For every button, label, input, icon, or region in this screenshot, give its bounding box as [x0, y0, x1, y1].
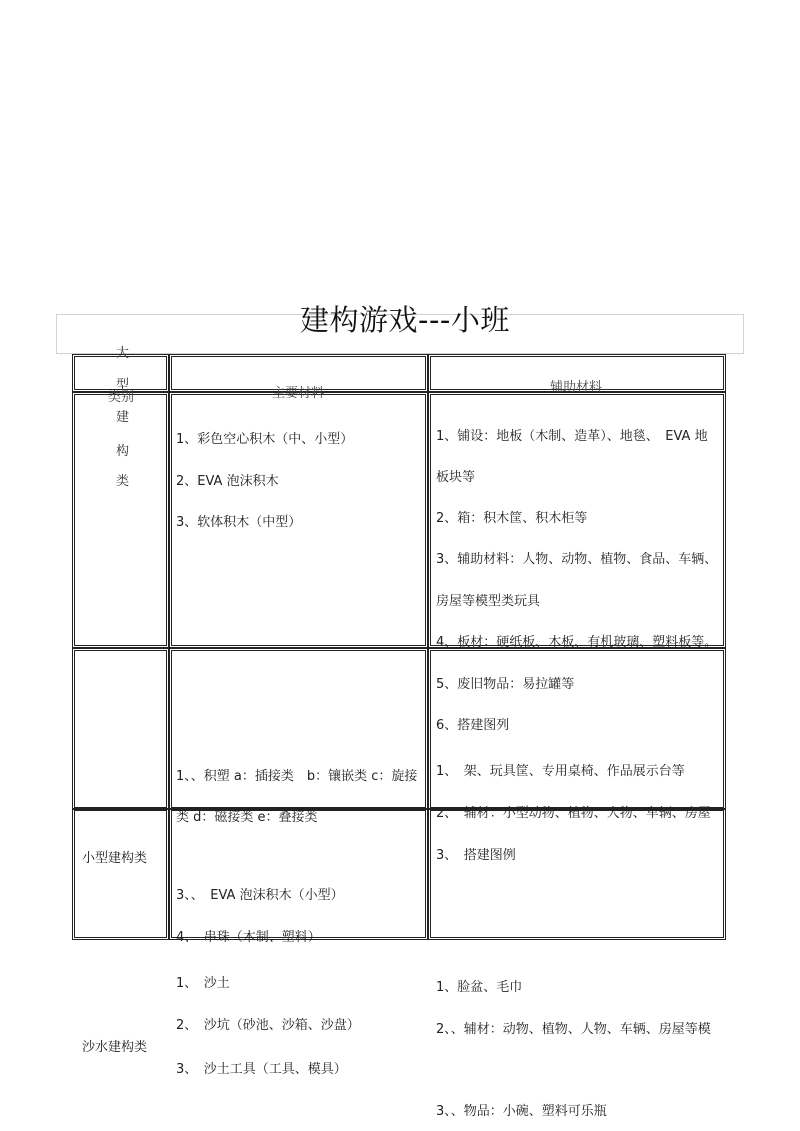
mid-category-cell — [72, 648, 169, 810]
large-main-item: 2、EVA 泡沫积木 — [176, 474, 279, 489]
small-main-cell — [169, 808, 428, 940]
large-main-item: 1、彩色空心积木（中、小型） — [176, 432, 354, 447]
header-category-label: 类别 — [108, 390, 135, 405]
sand-aux-item: 3、、物品：小碗、塑料可乐瓶 — [436, 1104, 607, 1119]
large-category-cell — [72, 392, 169, 648]
sand-main-item: 2、 沙坑（砂池、沙箱、沙盘） — [176, 1018, 360, 1033]
large-aux-item: 1、铺设：地板（木制、造革）、地毯、 EVA 地 — [436, 429, 708, 444]
large-aux-item: 5、废旧物品：易拉罐等 — [436, 677, 575, 692]
large-main-item: 3、软体积木（中型） — [176, 515, 302, 530]
large-aux-item: 房屋等模型类玩具 — [436, 594, 541, 609]
large-aux-item: 3、辅助材料：人物、动物、植物、食品、车辆、 — [436, 552, 718, 567]
large-aux-item: 6、搭建图列 — [436, 718, 510, 733]
header-vertical-char: 型 — [116, 378, 130, 393]
large-category-char: 构 — [116, 444, 130, 459]
small-aux-item: 2、 辅材：小型动物、植物、人物、车辆、房屋 — [436, 806, 711, 821]
large-aux-item: 2、箱：积木筐、积木柜等 — [436, 511, 588, 526]
small-aux-item: 1、 架、玩具筐、专用桌椅、作品展示台等 — [436, 764, 685, 779]
large-category-char: 类 — [116, 474, 130, 489]
page-title: 建构游戏---小班 — [300, 303, 510, 337]
small-main-item: 类 d：磁接类 e：叠接类 — [176, 810, 318, 825]
small-aux-item: 3、 搭建图例 — [436, 848, 516, 863]
mid-main-cell — [169, 648, 428, 810]
large-category-char: 建 — [116, 410, 130, 425]
small-main-item: 1、、积塑 a：插接类 b：镶嵌类 c：旋接 — [176, 769, 418, 784]
sand-aux-item: 1、脸盆、毛巾 — [436, 980, 523, 995]
sand-aux-item: 2、、辅材：动物、植物、人物、车辆、房屋等模 — [436, 1022, 711, 1037]
sand-main-item: 3、 沙土工具（工具、模具） — [176, 1062, 347, 1077]
header-main-label: 主要材料 — [272, 386, 325, 401]
small-category-cell — [72, 808, 169, 940]
header-aux-label: 辅助材料 — [550, 380, 603, 395]
small-category-name: 小型建构类 — [82, 851, 148, 866]
sand-category-name: 沙水建构类 — [82, 1040, 148, 1055]
small-aux-cell — [428, 808, 726, 940]
small-main-item: 3、、 EVA 泡沫积木（小型） — [176, 888, 344, 903]
large-aux-item: 4、板材：硬纸板、木板、有机玻璃、塑料板等。 — [436, 635, 718, 650]
small-main-item: 4、 串珠（木制、塑料） — [176, 930, 321, 945]
header-vertical-char: 大 — [116, 346, 130, 361]
large-aux-item: 板块等 — [436, 470, 476, 485]
sand-main-item: 1、 沙土 — [176, 976, 230, 991]
